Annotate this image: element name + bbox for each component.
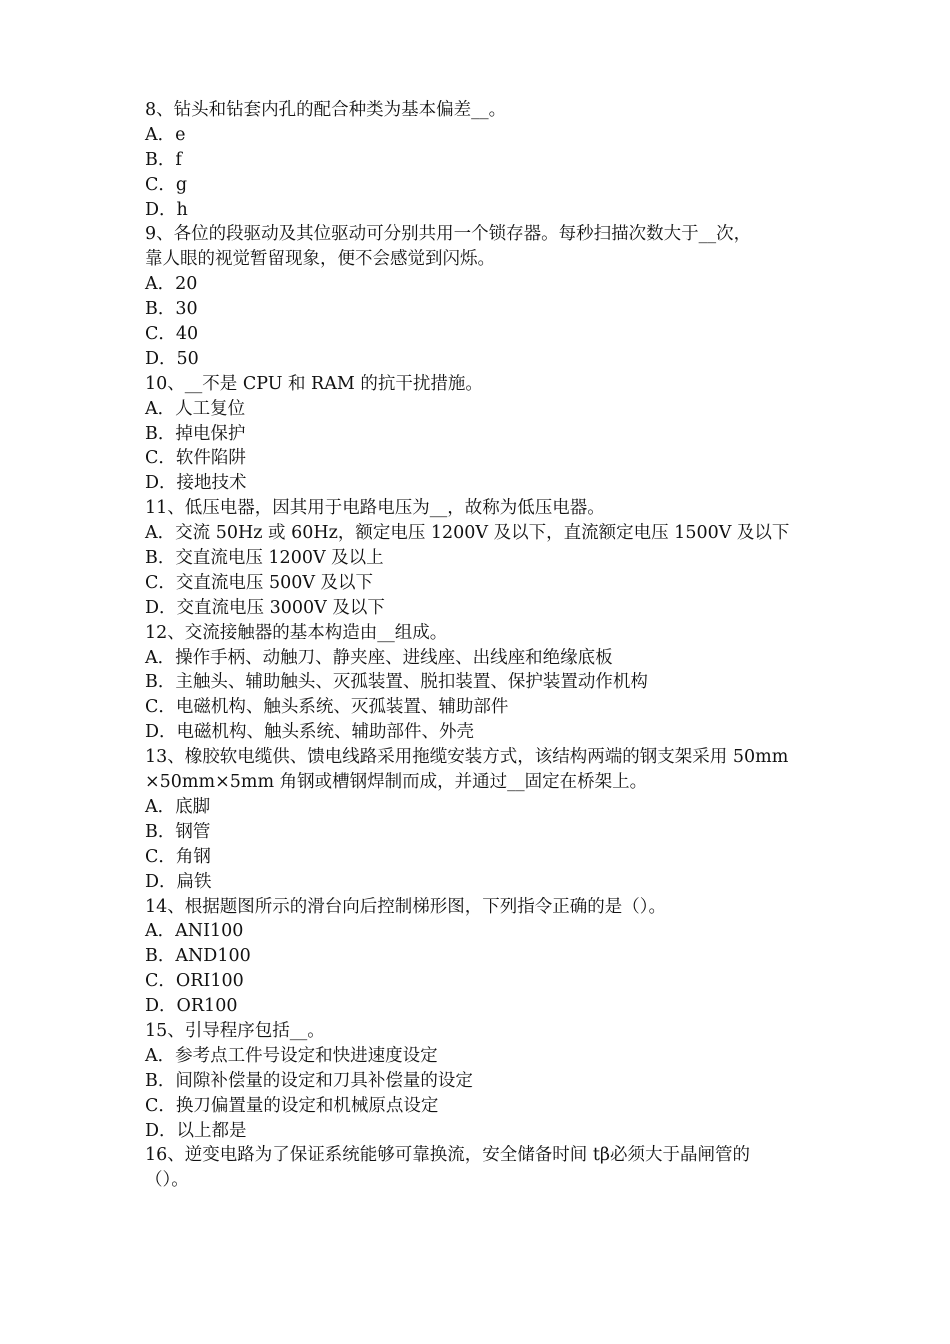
option-b: B．AND100 [145,946,251,967]
question-15 [145,1019,810,1143]
question-stem: 8、钻头和钻套内孔的配合种类为基本偏差__。 [145,100,507,120]
option-a: A．人工复位 [145,398,246,419]
question-stem-continued: ×50mm×5mm 角钢或槽钢焊制而成，并通过__固定在桥架上。 [145,772,648,793]
option-b: B．30 [145,299,198,320]
question-stem-continued: （）。 [145,1170,189,1191]
option-b: B．主触头、辅助触头、灭孤装置、脱扣装置、保护装置动作机构 [145,672,648,693]
option-d: D．以上都是 [145,1120,247,1141]
question-list [145,98,810,1193]
option-d: D．扁铁 [145,871,212,892]
option-a: A．参考点工件号设定和快进速度设定 [145,1045,438,1066]
option-d: D．h [145,199,188,220]
question-12 [145,621,810,745]
option-a: A．ANI100 [145,921,244,942]
option-d: D．OR100 [145,996,238,1017]
question-stem: 11、低压电器，因其用于电路电压为__，故称为低压电器。 [145,498,605,519]
question-stem: 16、逆变电路为了保证系统能够可靠换流，安全储备时间 tβ必须大于晶闸管的 [145,1145,750,1166]
option-b: B．f [145,149,182,170]
question-9 [145,222,810,371]
option-d: D．50 [145,348,199,369]
option-a: A．操作手柄、动触刀、静夹座、进线座、出线座和绝缘底板 [145,647,613,668]
question-8 [145,98,810,222]
question-14 [145,895,810,1019]
option-a: A．e [145,124,186,145]
option-c: C．ORI100 [145,971,244,992]
question-10 [145,372,810,496]
option-d: D．交直流电压 3000V 及以下 [145,597,385,618]
option-c: C．g [145,174,188,195]
option-c: C．电磁机构、触头系统、灭孤装置、辅助部件 [145,697,509,718]
option-a: A．20 [145,274,198,295]
option-c: C．软件陷阱 [145,448,246,469]
question-stem-continued: 靠人眼的视觉暂留现象，便不会感觉到闪烁。 [145,249,495,270]
option-c: C．交直流电压 500V 及以下 [145,572,374,593]
question-11 [145,496,810,620]
option-b: B．间隙补偿量的设定和刀具补偿量的设定 [145,1070,473,1091]
question-stem: 14、根据题图所示的滑台向后控制梯形图，下列指令正确的是（）。 [145,896,667,917]
option-c: C．40 [145,324,199,345]
question-stem: 12、交流接触器的基本构造由__组成。 [145,622,448,643]
option-b: B．交直流电压 1200V 及以上 [145,548,384,569]
question-13 [145,745,810,894]
option-a: A．交流 50Hz 或 60Hz，额定电压 1200V 及以下，直流额定电压 1500V 及以下 [145,523,790,544]
option-d: D．电磁机构、触头系统、辅助部件、外壳 [145,722,475,743]
option-b: B．钢管 [145,821,211,842]
option-c: C．换刀偏置量的设定和机械原点设定 [145,1095,439,1116]
question-16 [145,1143,810,1193]
question-stem: 13、橡胶软电缆供、馈电线路采用拖缆安装方式，该结构两端的钢支架采用 50mm [145,747,789,768]
question-stem: 15、引导程序包括__。 [145,1020,325,1041]
option-d: D．接地技术 [145,473,247,494]
option-b: B．掉电保护 [145,423,246,444]
question-stem: 9、各位的段驱动及其位驱动可分别共用一个锁存器。每秒扫描次数大于__次， [145,224,752,245]
option-a: A．底脚 [145,796,211,817]
option-c: C．角钢 [145,846,211,867]
question-stem: 10、__不是 CPU 和 RAM 的抗干扰措施。 [145,373,483,394]
